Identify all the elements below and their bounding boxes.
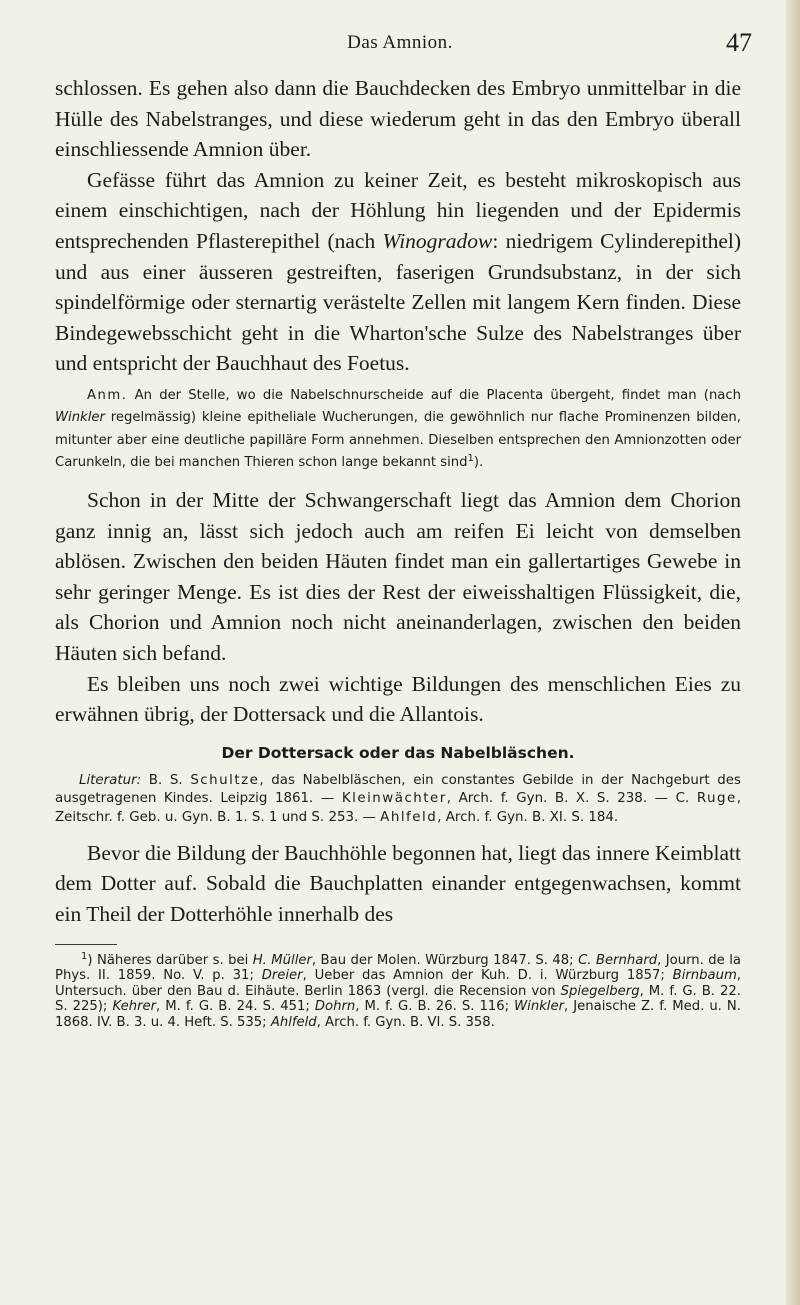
section-heading: Der Dottersack oder das Nabelbläschen. — [221, 743, 575, 762]
footnote — [55, 950, 742, 1031]
literature-text: , Arch. f. Gyn. B. XI. S. 184. — [437, 810, 619, 826]
author-name-ahlfeld: Ahlfeld — [380, 810, 438, 826]
author-name-ruge: Ruge — [696, 791, 737, 807]
author-name-kleinwaechter: Kleinwächter — [341, 791, 447, 807]
literature-text: , Arch. f. Gyn. B. X. S. 238. — C. — [446, 791, 697, 807]
footnote-text: , Bau der Molen. Würzburg 1847. S. 48; — [311, 952, 579, 968]
paragraph-3: Schon in der Mitte der Schwangerschaft liegt das Amnion dem Chorion ganz innig an, lässt sich jedoch auch am reifen Ei leicht von demselben ablösen. Zwischen den beiden Häuten findet man ein gallertartiges Gewebe in sehr geringer Menge. Es ist dies der Rest der eiweisshaltigen Flüssigkeit, die, als Chorion und Amnion noch nicht aneinanderlagen, zwischen den beiden Häuten sich befand. — [55, 487, 741, 665]
footnote-author: Dreier — [261, 968, 303, 984]
footnote-text: , Untersuch. über den Bau d. Eihäute. Berlin 1863 (vergl. die Recension von — [55, 968, 741, 999]
footnote-text: , Arch. f. Gyn. B. VI. S. 358. — [316, 1014, 495, 1030]
footnote-ref: 1 — [467, 453, 474, 465]
footnote-divider — [55, 944, 117, 945]
literature-label: Literatur: — [79, 772, 142, 788]
page-number: 47 — [726, 28, 752, 57]
paragraph-5: Bevor die Bildung der Bauchhöhle begonnen hat, liegt das innere Keimblatt dem Dotter auf. Sobald die Bauchplatten einander entgegenwachsen, kommt ein Theil der Dotterhöhle innerhalb des — [55, 840, 741, 926]
footnote-author: Ahlfeld — [270, 1014, 317, 1030]
footnote-author: Birnbaum — [672, 968, 737, 984]
author-name-winkler: Winkler — [55, 410, 105, 426]
paragraph-2 — [55, 165, 741, 379]
annotation-text-b: regelmässig) kleine epitheliale Wucherungen, die gewöhnlich nur flache Prominenzen bilden, mitunter aber eine deutliche papilläre Form annehmen. Dieselben entsprechen den Amnionzotten oder Carunkeln, die bei manchen Thieren schon lange bekannt sind — [55, 410, 741, 471]
annotation-text-a: An der Stelle, wo die Nabelschnurscheide auf die Placenta übergeht, findet man (nach — [127, 387, 741, 403]
author-name-winogradow: Winogradow — [382, 228, 493, 253]
paragraph-1: schlossen. Es gehen also dann die Bauchdecken des Embryo unmittelbar in die Hülle des Nabelstranges, und diese wiederum geht in das den Embryo überall einschliessende Amnion über. — [55, 76, 741, 162]
page-header — [40, 28, 760, 68]
footnote-author: C. Bernhard — [578, 952, 658, 968]
running-title: Das Amnion. — [347, 32, 453, 53]
paragraph-2-text-b: : niedrigem Cylinderepithel) und aus einer äusseren gestreiften, faserigen Grundsubstanz, in der sich spindelförmige oder sternartig verästelte Zellen mit langem Kern finden. Diese Bindegewebsschicht geht in die Wharton'sche Sulze des Nabelstranges über und entspricht der Bauchhaut des Foetus. — [55, 228, 741, 376]
literature-list — [55, 772, 741, 828]
footnote-author: Spiegelberg — [560, 983, 640, 999]
footnote-text: ) Näheres darüber s. bei — [87, 952, 253, 968]
footnote-text: , M. f. G. B. 22. S. 225); — [55, 983, 742, 1015]
footnote-author: Kehrer — [112, 999, 157, 1015]
author-name-schultze: Schultze — [190, 772, 260, 788]
literature-text: , Zeitschr. f. Geb. u. Gyn. B. 1. S. 1 und S. 253. — — [55, 791, 742, 826]
page-edge-shadow — [786, 0, 800, 1305]
annotation-note — [55, 385, 741, 475]
paragraph-4: Es bleiben uns noch zwei wichtige Bildungen des menschlichen Eies zu erwähnen übrig, der Dottersack und die Allantois. — [55, 671, 741, 727]
footnote-text: , Journ. de la Phys. II. 1859. No. V. p. 31; — [55, 952, 741, 984]
footnote-number: 1 — [81, 950, 88, 962]
footnote-text: , M. f. G. B. 26. S. 116; — [355, 999, 515, 1015]
annotation-text-c: ). — [473, 455, 484, 471]
literature-text: , das Nabelbläschen, ein constantes Gebilde in der Nachgeburt des ausgetragenen Kindes. Leipzig 1861. — — [55, 772, 741, 807]
footnote-text: , M. f. G. B. 24. S. 451; — [156, 999, 315, 1015]
footnote-text: , Ueber das Amnion der Kuh. D. i. Würzburg 1857; — [302, 968, 673, 984]
annotation-label: Anm. — [87, 387, 128, 403]
footnote-author: Winkler — [514, 999, 565, 1015]
footnote-author: Dohrn — [314, 999, 356, 1015]
literature-text: B. S. — [141, 772, 191, 788]
body-text — [55, 73, 741, 1030]
paragraph-2-text-a: Gefässe führt das Amnion zu keiner Zeit, es besteht mikroskopisch aus einem einschichtigen, nach der Höhlung hin liegenden und der Epidermis entsprechenden Pflasterepithel (nach — [55, 167, 741, 253]
footnote-text: , Jenaische Z. f. Med. u. N. 1868. IV. B. 3. u. 4. Heft. S. 535; — [55, 999, 741, 1030]
footnote-author: H. Müller — [252, 952, 312, 968]
